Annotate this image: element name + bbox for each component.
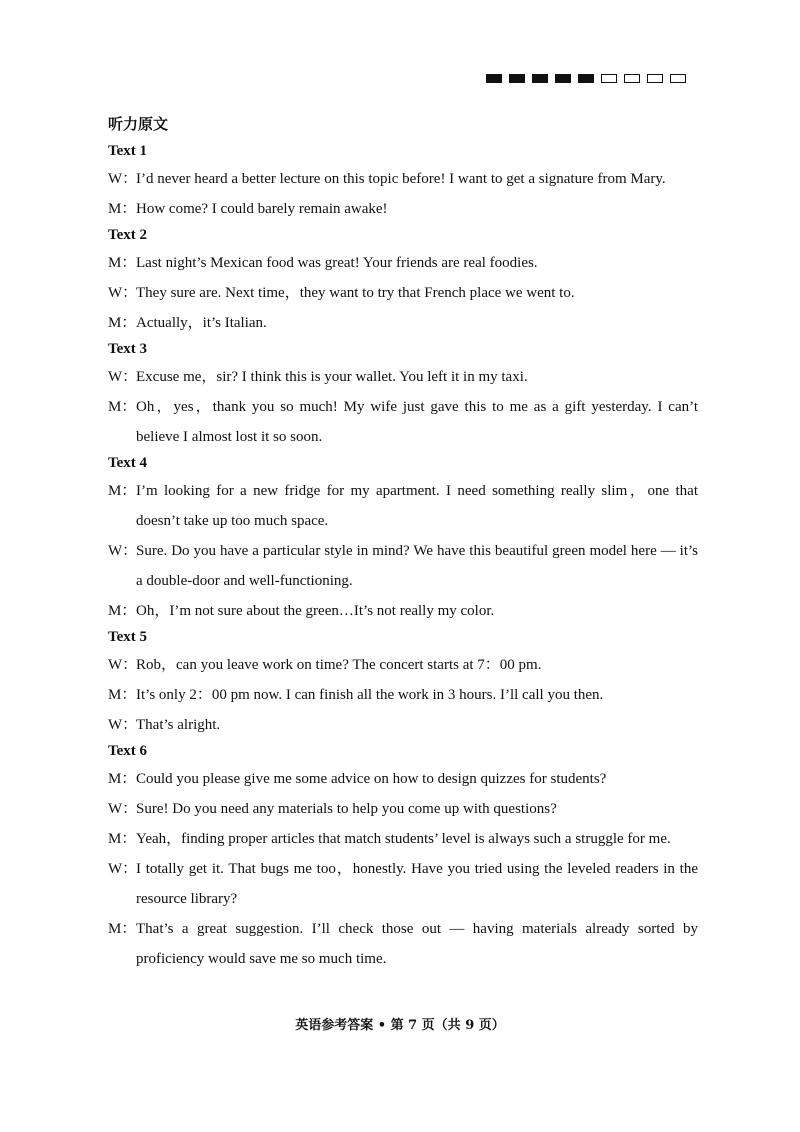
dialogue-line xyxy=(108,536,698,596)
text-heading: Text 1 xyxy=(108,143,148,159)
dialogue-text: Oh，yes，thank you so much! My wife just gave this to me as a gift yesterday. I can’t believe I almost lost it so soon. xyxy=(136,399,698,445)
dialogue-line xyxy=(108,854,698,914)
dialogue-text: That’s alright. xyxy=(136,717,221,733)
speaker-label: M： xyxy=(108,315,137,331)
dialogue-line xyxy=(108,680,698,710)
dialogue-line xyxy=(108,308,698,338)
empty-marker-4 xyxy=(670,74,686,83)
filled-marker-4 xyxy=(555,74,571,83)
dialogue-text: Actually，it’s Italian. xyxy=(136,315,267,331)
dialogue-text: Excuse me，sir? I think this is your wallet. You left it in my taxi. xyxy=(136,369,528,385)
text-heading: Text 2 xyxy=(108,227,148,243)
page-footer: 英语参考答案 • 第 7 页（共 9 页） xyxy=(295,1018,505,1033)
dialogue-line xyxy=(108,194,698,224)
speaker-label: W： xyxy=(108,171,138,187)
speaker-label: W： xyxy=(108,861,138,877)
speaker-label: M： xyxy=(108,687,137,703)
dialogue-text: Could you please give me some advice on how to design quizzes for students? xyxy=(136,771,607,787)
text-block xyxy=(108,626,698,740)
text-heading: Text 6 xyxy=(108,743,148,759)
dialogue-line xyxy=(108,914,698,974)
text-heading: Text 3 xyxy=(108,341,148,357)
speaker-label: W： xyxy=(108,717,138,733)
dialogue-line xyxy=(108,362,698,392)
speaker-label: M： xyxy=(108,831,137,847)
dialogue-text: Sure! Do you need any materials to help you come up with questions? xyxy=(136,801,557,817)
dialogue-text: They sure are. Next time，they want to try that French place we went to. xyxy=(136,285,575,301)
page-marker-bar xyxy=(486,74,686,83)
speaker-label: W： xyxy=(108,369,138,385)
dialogue-text: I totally get it. That bugs me too，honestly. Have you tried using the leveled readers in the resource library? xyxy=(136,861,698,907)
speaker-label: M： xyxy=(108,399,137,415)
dialogue-text: Sure. Do you have a particular style in mind? We have this beautiful green model here — it’s a double-door and well-functioning. xyxy=(136,543,698,589)
speaker-label: M： xyxy=(108,771,137,787)
speaker-label: W： xyxy=(108,801,138,817)
filled-marker-1 xyxy=(486,74,502,83)
dialogue-line xyxy=(108,164,698,194)
filled-marker-5 xyxy=(578,74,594,83)
empty-marker-3 xyxy=(647,74,663,83)
text-heading: Text 5 xyxy=(108,629,148,645)
speaker-label: M： xyxy=(108,603,137,619)
filled-marker-2 xyxy=(509,74,525,83)
text-block xyxy=(108,338,698,452)
text-block xyxy=(108,224,698,338)
dialogue-text: How come? I could barely remain awake! xyxy=(136,201,388,217)
speaker-label: M： xyxy=(108,201,137,217)
dialogue-line xyxy=(108,710,698,740)
speaker-label: M： xyxy=(108,255,137,271)
dialogue-text: It’s only 2：00 pm now. I can finish all the work in 3 hours. I’ll call you then. xyxy=(136,687,604,703)
speaker-label: W： xyxy=(108,657,138,673)
speaker-label: W： xyxy=(108,543,138,559)
dialogue-line xyxy=(108,278,698,308)
dialogue-line xyxy=(108,476,698,536)
dialogue-line xyxy=(108,824,698,854)
speaker-label: M： xyxy=(108,483,137,499)
text-block xyxy=(108,452,698,626)
text-block xyxy=(108,140,698,224)
dialogue-text: Last night’s Mexican food was great! Your friends are real foodies. xyxy=(136,255,538,271)
text-heading: Text 4 xyxy=(108,455,148,471)
dialogue-line xyxy=(108,764,698,794)
dialogue-text: Rob，can you leave work on time? The concert starts at 7：00 pm. xyxy=(136,657,542,673)
dialogue-text: That’s a great suggestion. I’ll check those out — having materials already sorted by proficiency would save me so much time. xyxy=(136,921,698,967)
speaker-label: M： xyxy=(108,921,137,937)
dialogue-text: Yeah，finding proper articles that match students’ level is always such a struggle for me. xyxy=(136,831,671,847)
dialogue-text: I’d never heard a better lecture on this topic before! I want to get a signature from Mary. xyxy=(136,171,666,187)
dialogue-text: Oh，I’m not sure about the green…It’s not really my color. xyxy=(136,603,495,619)
dialogue-line xyxy=(108,392,698,452)
empty-marker-2 xyxy=(624,74,640,83)
section-title: 听力原文 xyxy=(108,115,169,133)
text-block xyxy=(108,740,698,974)
dialogue-line xyxy=(108,248,698,278)
dialogue-line xyxy=(108,596,698,626)
dialogue-line xyxy=(108,650,698,680)
filled-marker-3 xyxy=(532,74,548,83)
dialogue-text: I’m looking for a new fridge for my apartment. I need something really slim，one that doesn’t take up too much space. xyxy=(136,483,698,529)
dialogue-line xyxy=(108,794,698,824)
empty-marker-1 xyxy=(601,74,617,83)
transcript-body xyxy=(108,140,698,974)
speaker-label: W： xyxy=(108,285,138,301)
